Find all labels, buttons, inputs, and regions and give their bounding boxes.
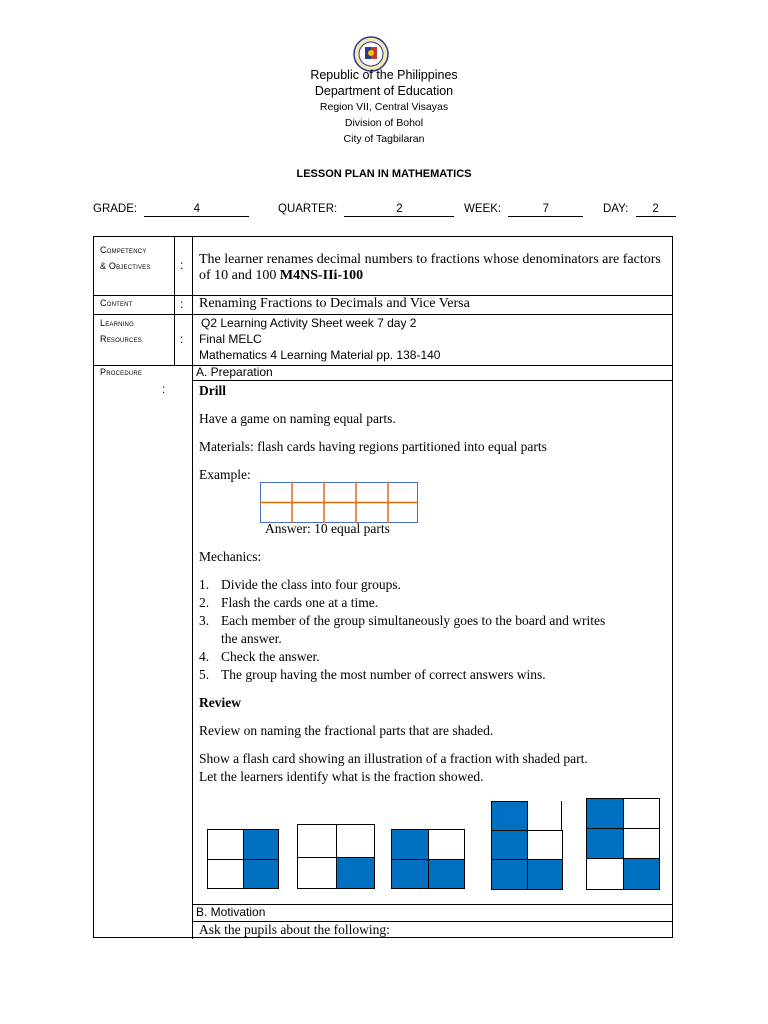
mechanics-list — [199, 576, 669, 684]
deped-seal-icon — [353, 36, 389, 72]
motivation-heading: B. Motivation — [196, 905, 266, 919]
content-text: Renaming Fractions to Decimals and Vice Versa — [199, 296, 470, 311]
competency-text: The learner renames decimal numbers to fractions whose denominators are factors of 10 and 100 M4NS-IIi-100 — [199, 252, 661, 283]
week-value: 7 — [508, 203, 583, 217]
page-title: LESSON PLAN IN MATHEMATICS — [296, 168, 472, 180]
resource-item: Mathematics 4 Learning Material pp. 138-140 — [199, 348, 441, 362]
review-line: Show a flash card showing an illustration of a fraction with shaded part. — [199, 751, 588, 766]
list-item: 1. Divide the class into four groups. — [199, 577, 401, 592]
preparation-heading: A. Preparation — [196, 365, 273, 379]
review-heading: Review — [199, 695, 241, 710]
materials-text: Materials: flash cards having regions partitioned into equal parts — [199, 439, 547, 454]
region-line: Region VII, Central Visayas — [319, 101, 449, 113]
grade-label: GRADE: — [93, 203, 138, 215]
competency-label: Competency & Objectives — [100, 245, 151, 271]
mechanics-label: Mechanics: — [199, 549, 262, 564]
list-item: 2. Flash the cards one at a time. — [199, 595, 379, 610]
quarter-field — [278, 203, 454, 217]
week-field — [464, 203, 583, 217]
drill-heading: Drill — [199, 383, 226, 398]
procedure-label: Procedure — [100, 367, 143, 377]
list-item: the answer. — [221, 631, 282, 646]
week-label: WEEK: — [464, 203, 502, 215]
procedure-body — [199, 382, 669, 484]
list-item: 4. Check the answer. — [199, 649, 320, 664]
grade-value: 4 — [144, 203, 249, 217]
day-value: 2 — [636, 203, 676, 217]
motivation-text: Ask the pupils about the following: — [199, 922, 390, 937]
day-field — [603, 203, 676, 217]
content-label: Content — [100, 298, 133, 308]
resource-item: Q2 Learning Activity Sheet week 7 day 2 — [201, 316, 417, 330]
competency-code: M4NS-IIi-100 — [279, 268, 364, 283]
content-colon: : — [180, 297, 184, 311]
fraction-card — [297, 824, 375, 889]
example-grid — [260, 482, 418, 524]
mechanics-block — [199, 548, 669, 786]
quarter-label: QUARTER: — [278, 203, 338, 215]
resources-label: Learning Resources — [100, 318, 142, 344]
list-item: 3. Each member of the group simultaneously goes to the board and writes — [199, 613, 606, 628]
fraction-card — [491, 801, 563, 890]
fraction-card — [586, 798, 660, 890]
list-item: 5. The group having the most number of correct answers wins. — [199, 667, 546, 682]
fraction-card — [207, 829, 279, 889]
review-line: Let the learners identify what is the fraction showed. — [199, 769, 484, 784]
grade-field — [93, 203, 249, 217]
lesson-plan-table — [93, 236, 673, 938]
quarter-value: 2 — [344, 203, 454, 217]
example-label: Example: — [199, 467, 251, 482]
review-intro: Review on naming the fractional parts that are shaded. — [199, 723, 494, 738]
division-line: Division of Bohol — [344, 117, 424, 129]
procedure-colon: : — [162, 382, 166, 396]
city-line: City of Tagbilaran — [343, 133, 425, 145]
fraction-card — [391, 829, 465, 889]
drill-intro: Have a game on naming equal parts. — [199, 411, 396, 426]
republic-line: Republic of the Philippines — [310, 68, 458, 82]
resources-colon: : — [180, 332, 184, 346]
competency-colon: : — [180, 258, 184, 272]
day-label: DAY: — [603, 203, 629, 215]
resource-item: Final MELC — [199, 332, 262, 346]
resources-list — [201, 315, 440, 363]
answer-text: Answer: 10 equal parts — [265, 521, 390, 536]
department-line: Department of Education — [314, 84, 454, 98]
